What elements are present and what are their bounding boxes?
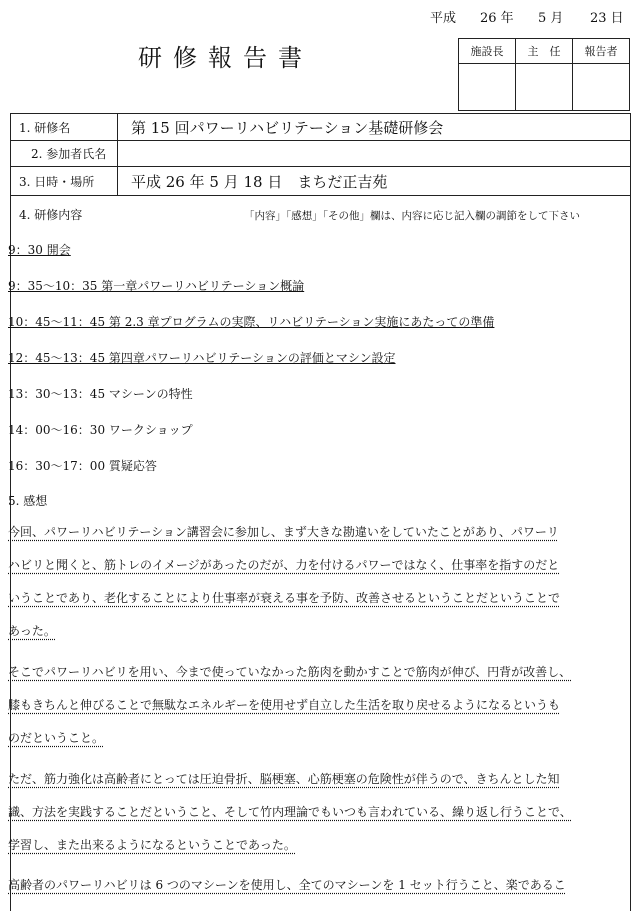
impression-line: 高齢者のパワーリハビリは 6 つのマシーンを使用し、全てのマシーンを 1 セット行うこと、楽であるこ [8, 878, 566, 892]
impression-line: あった。 [8, 624, 56, 638]
label-date-place: 3. 日時・場所 [11, 167, 118, 195]
stamp-label-director: 施設長 [459, 39, 516, 64]
impressions-heading: 5. 感想 [8, 494, 48, 508]
impression-paragraph [8, 660, 618, 759]
schedule-item: 14：00〜16：30 ワークショップ [8, 423, 193, 437]
date-day: 23 日 [590, 11, 624, 26]
date-year: 26 年 [480, 11, 514, 26]
stamp-label-reporter: 報告者 [573, 39, 630, 64]
row-date-place [11, 167, 630, 196]
schedule-item: 10：45〜11：45 第 2.3 章プログラムの実際、リハビリテーション実施にあたっての準備 [8, 315, 495, 329]
impression-paragraph [8, 767, 618, 866]
row-participant [11, 141, 630, 167]
stamp-box-chief[interactable] [516, 64, 573, 111]
impression-line: のだということ。 [8, 731, 105, 745]
impression-line: 今回、パワーリハビリテーション講習会に参加し、まず大きな勘違いをしていたことがあり、パワーリ [8, 525, 559, 539]
schedule-item: 12：45〜13：45 第四章パワーリハビリテーションの評価とマシン設定 [8, 351, 396, 365]
impression-paragraph [8, 873, 618, 906]
row-training-name [11, 114, 630, 141]
stamp-box-director[interactable] [459, 64, 516, 111]
content-note: 「内容」「感想」「その他」欄は、内容に応じ記入欄の調節をして下さい [244, 210, 580, 222]
impression-line: ただ、筋力強化は高齢者にとっては圧迫骨折、脳梗塞、心筋梗塞の危険性が伴うので、きちんとした知 [8, 772, 560, 786]
page-title: 研修報告書 [138, 44, 313, 72]
approval-stamp-table [458, 38, 630, 111]
content-heading: 4. 研修内容 [19, 208, 83, 222]
impression-line: 識、方法を実践することだということ、そして竹内理論でもいつも言われている、繰り返し行うことで、 [8, 805, 572, 819]
schedule-item: 9：30 開会 [8, 243, 71, 257]
impression-line: 学習し、また出来るようになるということであった。 [8, 838, 296, 852]
impression-line: ハビリと聞くと、筋トレのイメージがあったのだが、力を付けるパワーではなく、仕事率を指すのだと [8, 558, 560, 572]
schedule-item: 13：30〜13：45 マシーンの特性 [8, 387, 193, 401]
label-training-name: 1. 研修名 [11, 114, 118, 140]
stamp-box-reporter[interactable] [573, 64, 630, 111]
label-participant: 2. 参加者氏名 [11, 141, 118, 166]
impression-line: そこでパワーリハビリを用い、今まで使っていなかった筋肉を動かすことで筋肉が伸び、円背が改善し、 [8, 665, 572, 679]
schedule-item: 9：35〜10：35 第一章パワーリハビリテーション概論 [8, 279, 305, 293]
value-training-name[interactable]: 第 15 回パワーリハビリテーション基礎研修会 [131, 118, 444, 137]
impression-line: いうことであり、老化することにより仕事率が衰える事を予防、改善させるということだということで [8, 591, 561, 605]
value-date-place[interactable]: 平成 26 年 5 月 18 日 まちだ正吉苑 [131, 172, 388, 191]
date-month: 5 月 [538, 11, 564, 26]
date-era: 平成 [430, 11, 457, 26]
stamp-label-chief: 主 任 [516, 39, 573, 64]
schedule-item: 16：30〜17：00 質疑応答 [8, 459, 157, 473]
impression-paragraph [8, 520, 618, 652]
impression-line: 膝もきちんと伸びることで無駄なエネルギーを使用せず自立した生活を取り戻せるようになるというも [8, 698, 561, 712]
